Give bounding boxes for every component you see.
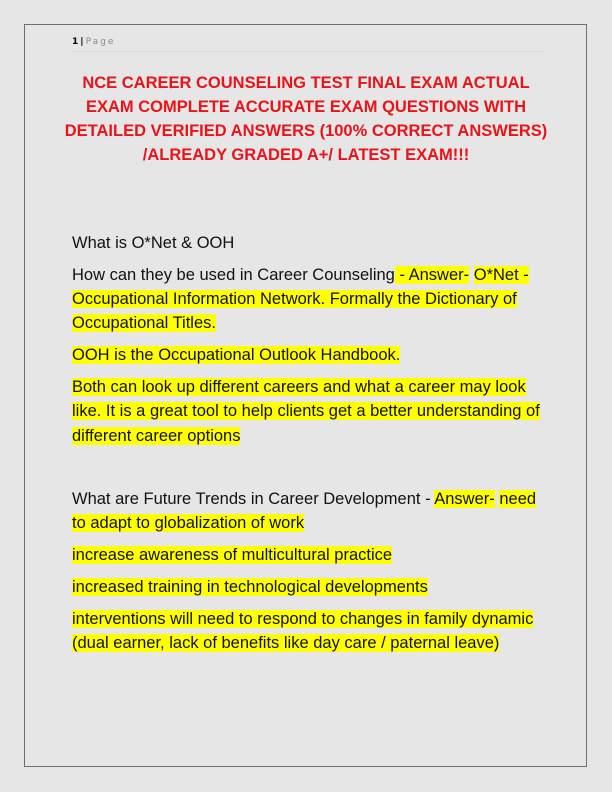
- page-header: [72, 36, 542, 52]
- answer-label: Answer-: [434, 489, 495, 508]
- answer-paragraph: [72, 343, 552, 367]
- answer-paragraph: [72, 543, 552, 567]
- answer-text: Both can look up different careers and what a career may look like. It is a great tool to help clients get a better understanding of different career options: [72, 377, 540, 445]
- question-with-answer: [72, 487, 552, 536]
- question-text: How can they be used in Career Counseling: [72, 265, 395, 284]
- question-text: What is O*Net & OOH: [72, 234, 235, 252]
- header-separator: |: [80, 37, 84, 47]
- answer-paragraph: [72, 607, 552, 656]
- answer-paragraph: [72, 375, 552, 448]
- answer-label: - Answer-: [394, 265, 470, 284]
- answer-text: OOH is the Occupational Outlook Handbook.: [72, 346, 401, 365]
- document-title: NCE CAREER COUNSELING TEST FINAL EXAM ACTUAL EXAM COMPLETE ACCURATE EXAM QUESTIONS WITH DETAILED VERIFIED ANSWERS (100% CORRECT ANSWERS) /ALREADY GRADED A+/ LATEST EXAM!!!: [64, 74, 548, 164]
- question-block-future-trends: [72, 487, 552, 655]
- answer-text: need to adapt to globalization of work: [72, 489, 537, 533]
- page-number: 1: [72, 37, 79, 47]
- question-block-onet-ooh: [72, 231, 552, 448]
- answer-text: increased training in technological developments: [72, 577, 428, 596]
- document-body: [72, 231, 552, 655]
- answer-text: interventions will need to respond to changes in family dynamic (dual earner, lack of benefits like day care / paternal leave): [72, 609, 534, 652]
- question-text: What are Future Trends in Career Development -: [72, 489, 435, 508]
- answer-text: increase awareness of multicultural practice: [72, 545, 393, 564]
- page-label: Page: [85, 37, 116, 47]
- answer-paragraph: [72, 575, 552, 599]
- question-with-answer: [72, 263, 552, 336]
- answer-text: O*Net - Occupational Information Network. Formally the Dictionary of Occupational Titles.: [72, 265, 529, 333]
